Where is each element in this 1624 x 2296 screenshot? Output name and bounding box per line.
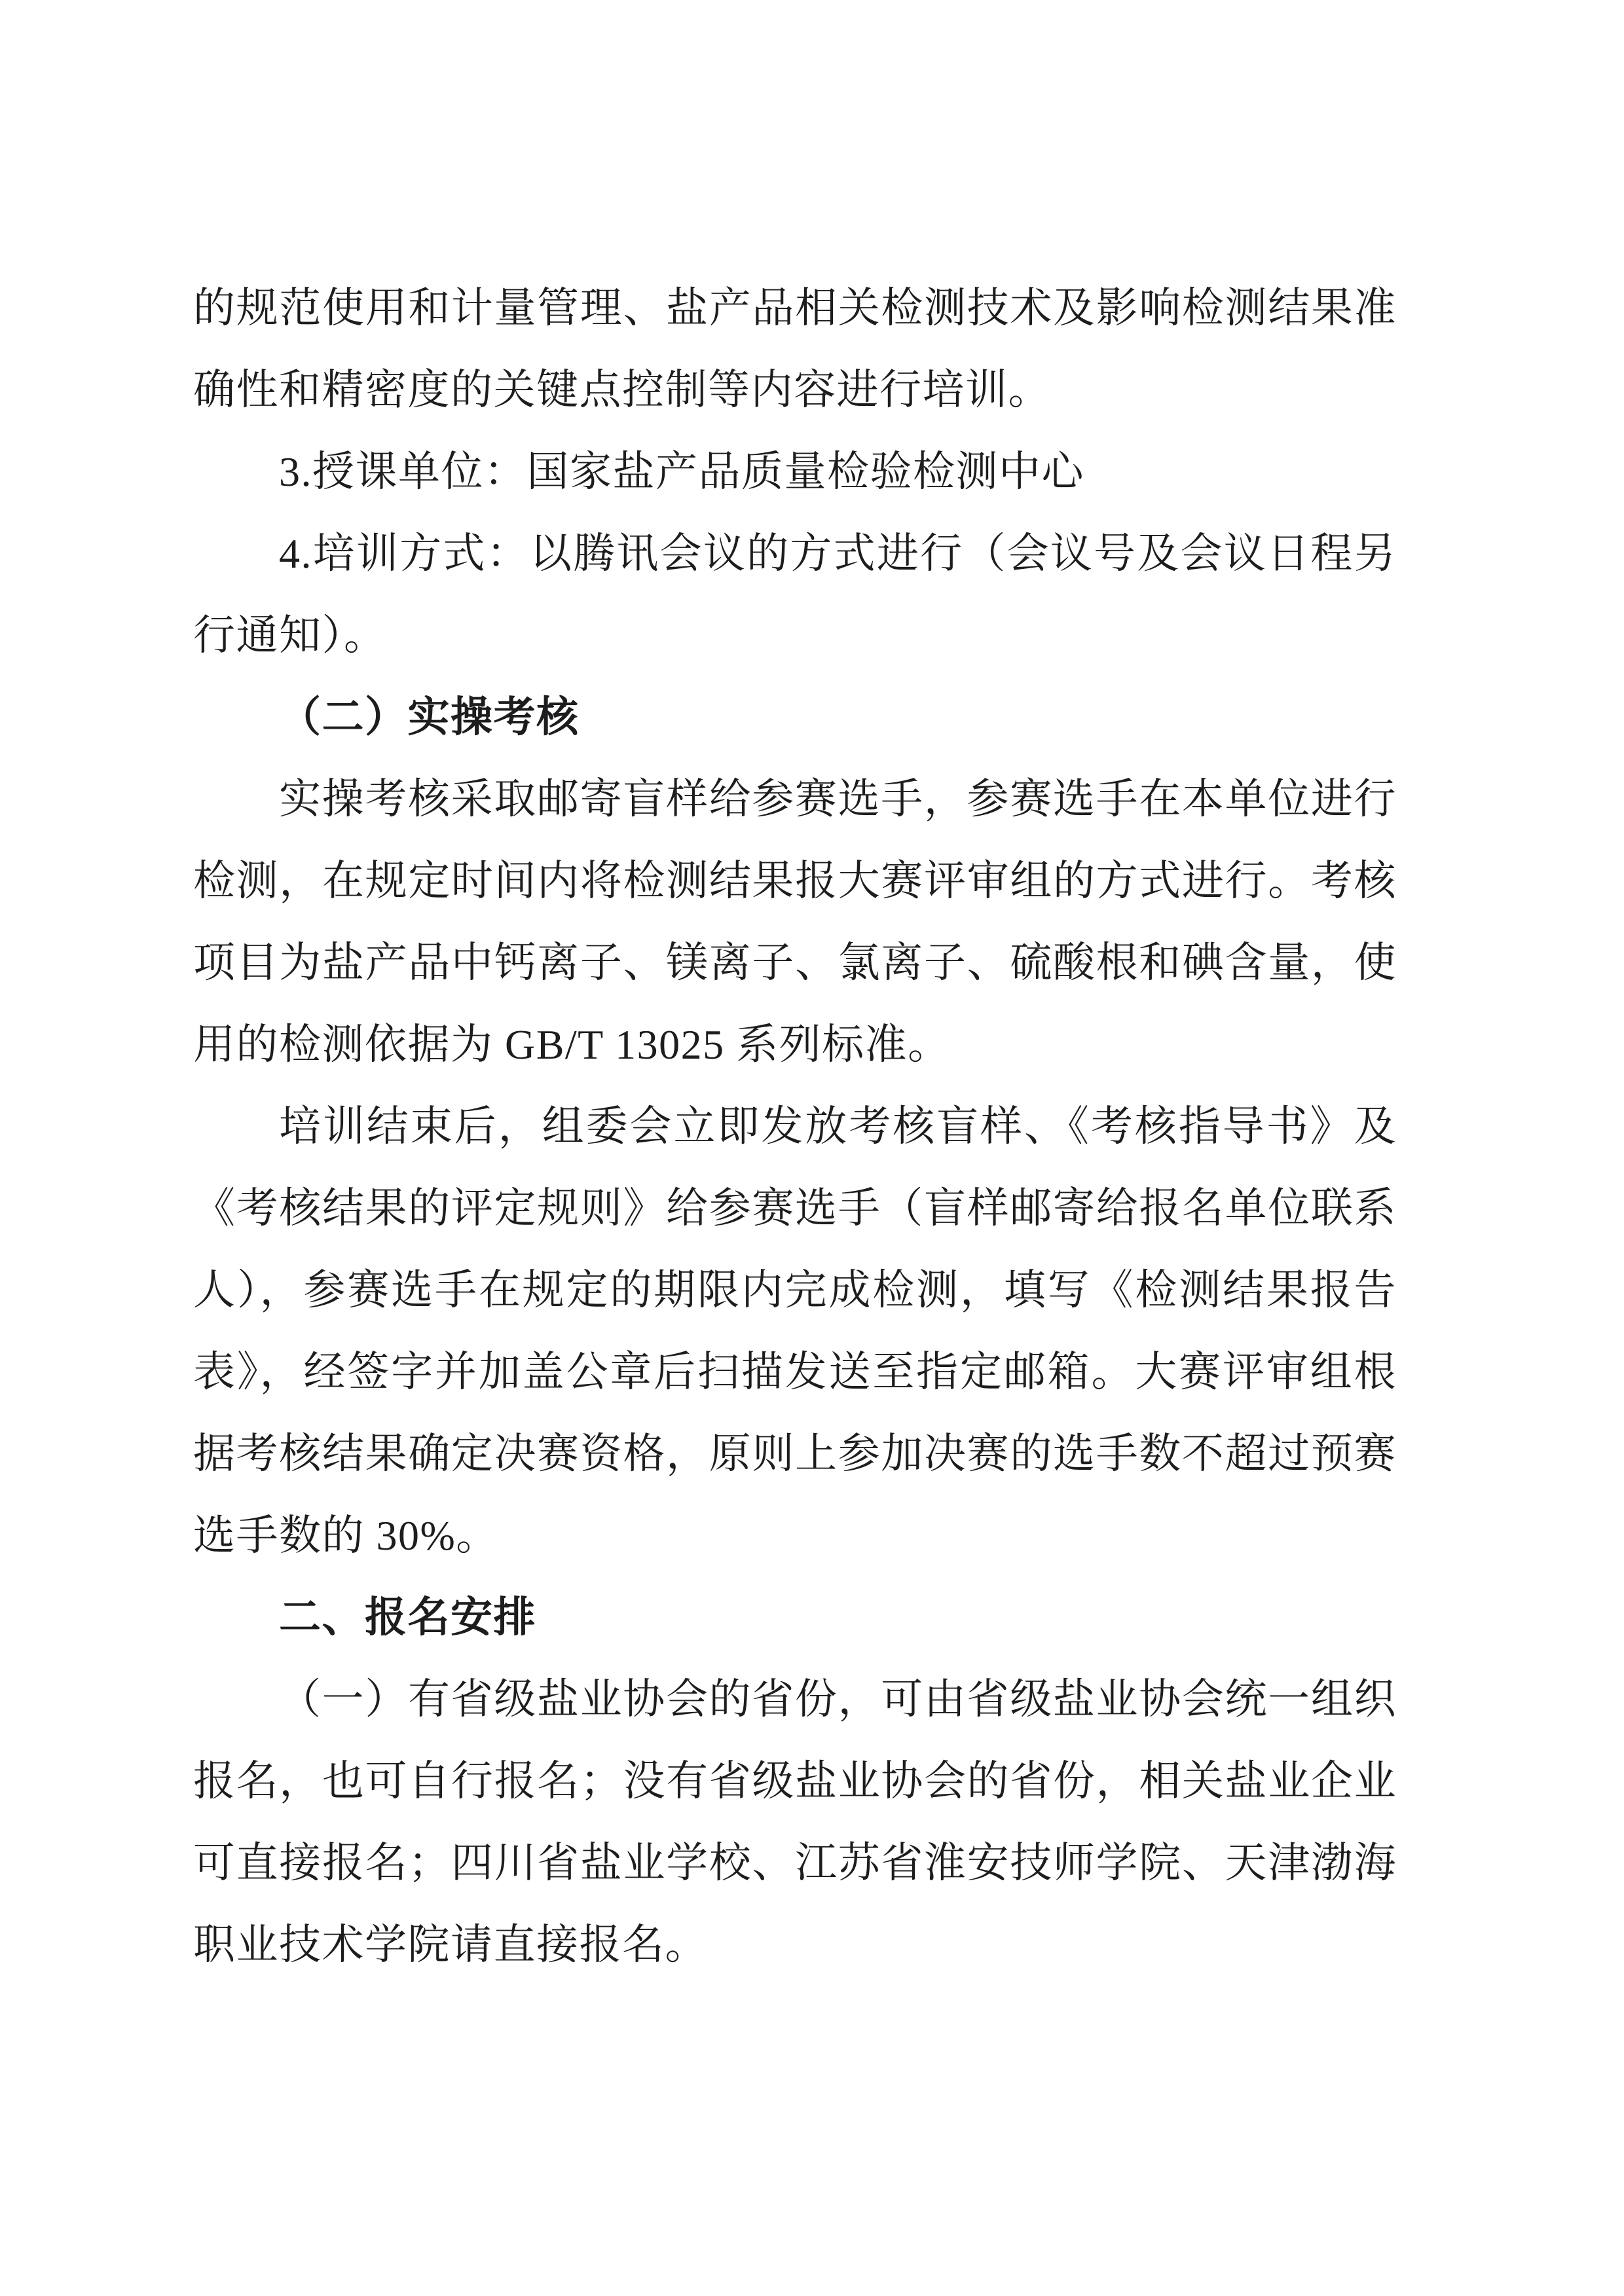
body-text-line: 《考核结果的评定规则》给参赛选手（盲样邮寄给报名单位联系	[193, 1185, 1397, 1231]
body-text-line: 4.培训方式：以腾讯会议的方式进行（会议号及会议日程另	[279, 530, 1397, 577]
body-text-line: 3.授课单位：国家盐产品质量检验检测中心	[279, 448, 1084, 495]
body-text-line: （一）有省级盐业协会的省份，可由省级盐业协会统一组织	[279, 1676, 1397, 1722]
body-text-line: 表》，经签字并加盖公章后扫描发送至指定邮箱。大赛评审组根	[193, 1349, 1397, 1395]
body-text-line: 报名，也可自行报名；没有省级盐业协会的省份，相关盐业企业	[193, 1758, 1397, 1804]
body-text-line: 项目为盐产品中钙离子、镁离子、氯离子、硫酸根和碘含量，使	[193, 939, 1397, 986]
body-text-line: 行通知）。	[193, 612, 387, 659]
body-text-line: 可直接报名；四川省盐业学校、江苏省淮安技师学院、天津渤海	[193, 1840, 1397, 1886]
body-text-line: 据考核结果确定决赛资格，原则上参加决赛的选手数不超过预赛	[193, 1430, 1397, 1477]
subsection-heading: （二）实操考核	[279, 694, 580, 740]
body-text-line: 培训结束后，组委会立即发放考核盲样、《考核指导书》及	[279, 1103, 1397, 1150]
body-text-line: 实操考核采取邮寄盲样给参赛选手，参赛选手在本单位进行	[279, 776, 1397, 822]
body-text-line: 选手数的 30%。	[193, 1512, 499, 1559]
body-text-line: 职业技术学院请直接报名。	[193, 1922, 708, 1968]
body-text-line: 确性和精密度的关键点控制等内容进行培训。	[193, 367, 1051, 413]
body-text-line: 用的检测依据为 GB/T 13025 系列标准。	[193, 1021, 951, 1068]
section-heading: 二、报名安排	[279, 1594, 536, 1641]
body-text-line: 检测，在规定时间内将检测结果报大赛评审组的方式进行。考核	[193, 858, 1397, 904]
body-text-line: 的规范使用和计量管理、盐产品相关检测技术及影响检测结果准	[193, 285, 1397, 331]
body-text-line: 人），参赛选手在规定的期限内完成检测，填写《检测结果报告	[193, 1267, 1397, 1313]
